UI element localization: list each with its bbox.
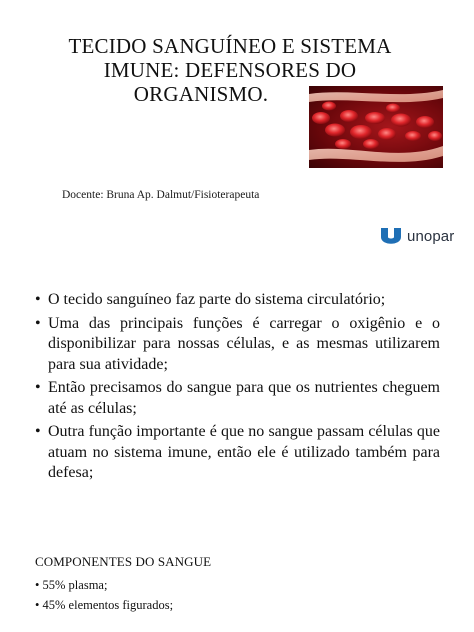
components-list-item: • 55% plasma;	[35, 575, 173, 595]
docente-label: Docente: Bruna Ap. Dalmut/Fisioterapeuta	[62, 189, 260, 201]
unopar-logo	[380, 226, 454, 246]
bullet-item: • Então precisamos do sangue para que os nutrientes cheguem até as células;	[38, 378, 440, 419]
blood-vessel-image	[309, 86, 443, 168]
unopar-logo-text: unopar	[407, 227, 455, 245]
title-line-2: IMUNE: DEFENSORES DO	[103, 58, 357, 82]
unopar-logo-icon	[380, 227, 402, 245]
title-line-1: TECIDO SANGUÍNEO E SISTEMA	[68, 34, 392, 58]
components-list-item: • 45% elementos figurados;	[35, 595, 173, 615]
bullet-item: • Uma das principais funções é carregar o oxigênio e o disponibilizar para nossas células, e as mesmas utilizarem para sua atividade;	[38, 314, 440, 376]
components-heading: COMPONENTES DO SANGUE	[35, 554, 212, 569]
title-line-3: ORGANISMO.	[133, 82, 269, 106]
bullet-item: • Outra função importante é que no sangue passam células que atuam no sistema imune, então ele é utilizado também para defesa;	[38, 422, 440, 484]
components-list	[35, 575, 173, 615]
bullet-list	[38, 290, 440, 487]
bullet-item: • O tecido sanguíneo faz parte do sistema circulatório;	[38, 290, 440, 311]
